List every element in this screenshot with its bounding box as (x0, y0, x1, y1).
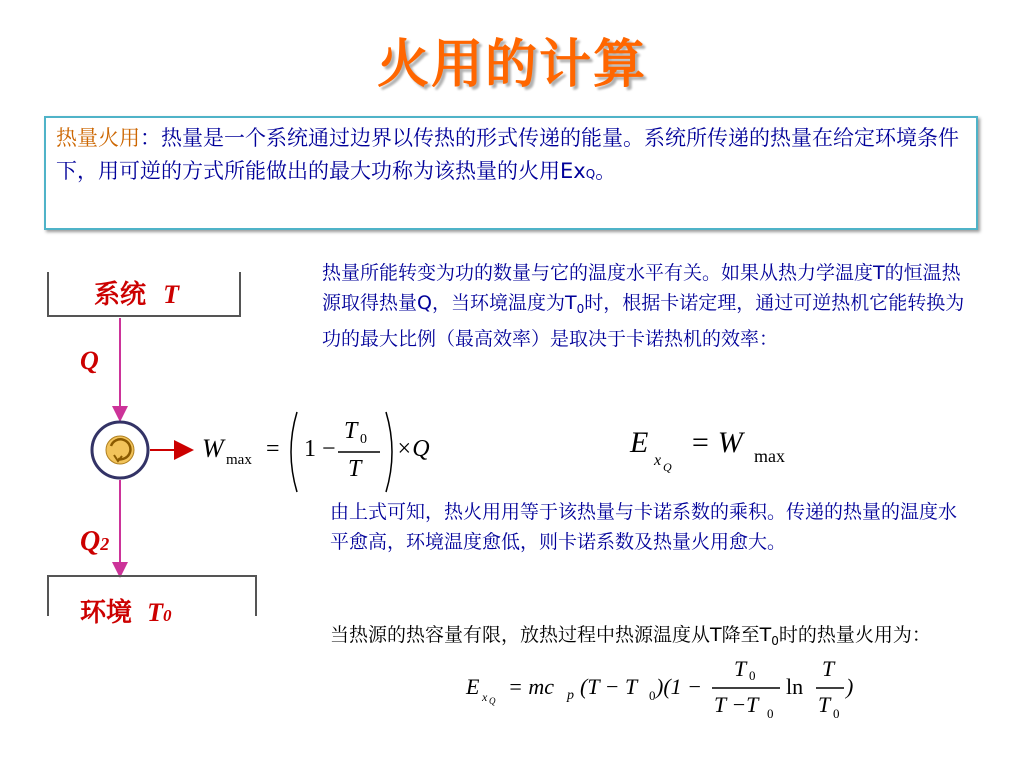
paragraph-carnot (322, 258, 972, 354)
finite-mc: = mc (508, 674, 554, 699)
paragraph-finite-source (330, 620, 990, 656)
system-label-text: 系统 (94, 280, 147, 310)
definition-symbol: Ex (560, 159, 586, 183)
ex-E: E (630, 426, 649, 459)
definition-body: 热量是一个系统通过边界以传热的形式传递的能量。系统所传递的热量在给定环境条件下，用可逆的方式所能做出的最大功称为该热量的火用 (56, 126, 959, 183)
wmax-denominator: T (348, 456, 362, 482)
finite-den: T −T (714, 692, 759, 717)
finite-t-minus: (T − T (580, 674, 638, 699)
finite-ln: ln (786, 674, 804, 699)
ex-Q: Q (663, 460, 672, 474)
wmax-times-q: ×Q (396, 436, 430, 462)
paragraph3-b: 时的热量火用为： (778, 624, 931, 646)
finite-x: x (482, 690, 488, 704)
finite-p: p (567, 688, 574, 703)
finite-num: T (734, 656, 747, 681)
environment-label-text: 环境 (80, 598, 133, 628)
paragraph3-a: 当热源的热容量有限，放热过程中热源温度从T降至T (330, 624, 772, 646)
finite-E: E (466, 674, 480, 699)
paragraph3-sub: 0 (771, 634, 779, 648)
environment-temperature-sub: 0 (162, 606, 172, 625)
ex-max: max (754, 446, 785, 466)
wmax-numerator-sub: 0 (360, 432, 367, 447)
finite-one-minus: )(1 − (656, 674, 702, 699)
heat-out-label (80, 526, 109, 558)
finite-num-sub: 0 (749, 668, 756, 683)
paragraph1-b: 时，根据卡诺定理，通过可逆热机它能转换为功的最大比例（最高效率）是取决于卡诺热机的效率： (322, 292, 965, 350)
paragraph1-a: 热量所能转变为功的数量与它的温度水平有关。如果从热力学温度T的恒温热源取得热量Q，当环境温度为T (322, 262, 961, 314)
finite-Q: Q (489, 696, 496, 706)
page-title: 火用的计算 (376, 35, 647, 95)
ex-equals-w: = W (690, 426, 743, 459)
wmax-W: W (202, 434, 224, 463)
wmax-sub: max (226, 452, 252, 468)
heat-in-label: Q (80, 346, 99, 375)
definition-end: 。 (595, 159, 617, 183)
finite-close: ) (846, 674, 854, 699)
paragraph1-sub: 0 (576, 302, 585, 316)
ex-x: x (654, 452, 662, 469)
heat-out-sub: 2 (100, 534, 110, 554)
finite-t0-sub: 0 (649, 688, 656, 703)
paragraph-conclusion: 由上式可知，热火用用等于该热量与卡诺系数的乘积。传递的热量的温度水平愈高，环境温度愈低，则卡诺系数及热量火用愈大。 (330, 501, 958, 553)
finite-den2-sub: 0 (833, 706, 840, 721)
wmax-one-minus: 1 − (304, 436, 336, 462)
heat-out-symbol: Q (80, 526, 101, 557)
definition-term: 热量火用 (56, 126, 140, 150)
environment-label (80, 592, 171, 629)
definition-symbol-sub: Q (585, 167, 596, 181)
wmax-equals: = (266, 436, 280, 462)
finite-den2: T (818, 692, 831, 717)
environment-temperature: T (147, 598, 163, 627)
wmax-numerator: T (344, 418, 358, 444)
system-temperature: T (163, 280, 179, 309)
finite-den-sub: 0 (767, 706, 774, 721)
definition-colon: ： (140, 126, 161, 150)
system-label (94, 274, 179, 311)
finite-num2: T (822, 656, 835, 681)
